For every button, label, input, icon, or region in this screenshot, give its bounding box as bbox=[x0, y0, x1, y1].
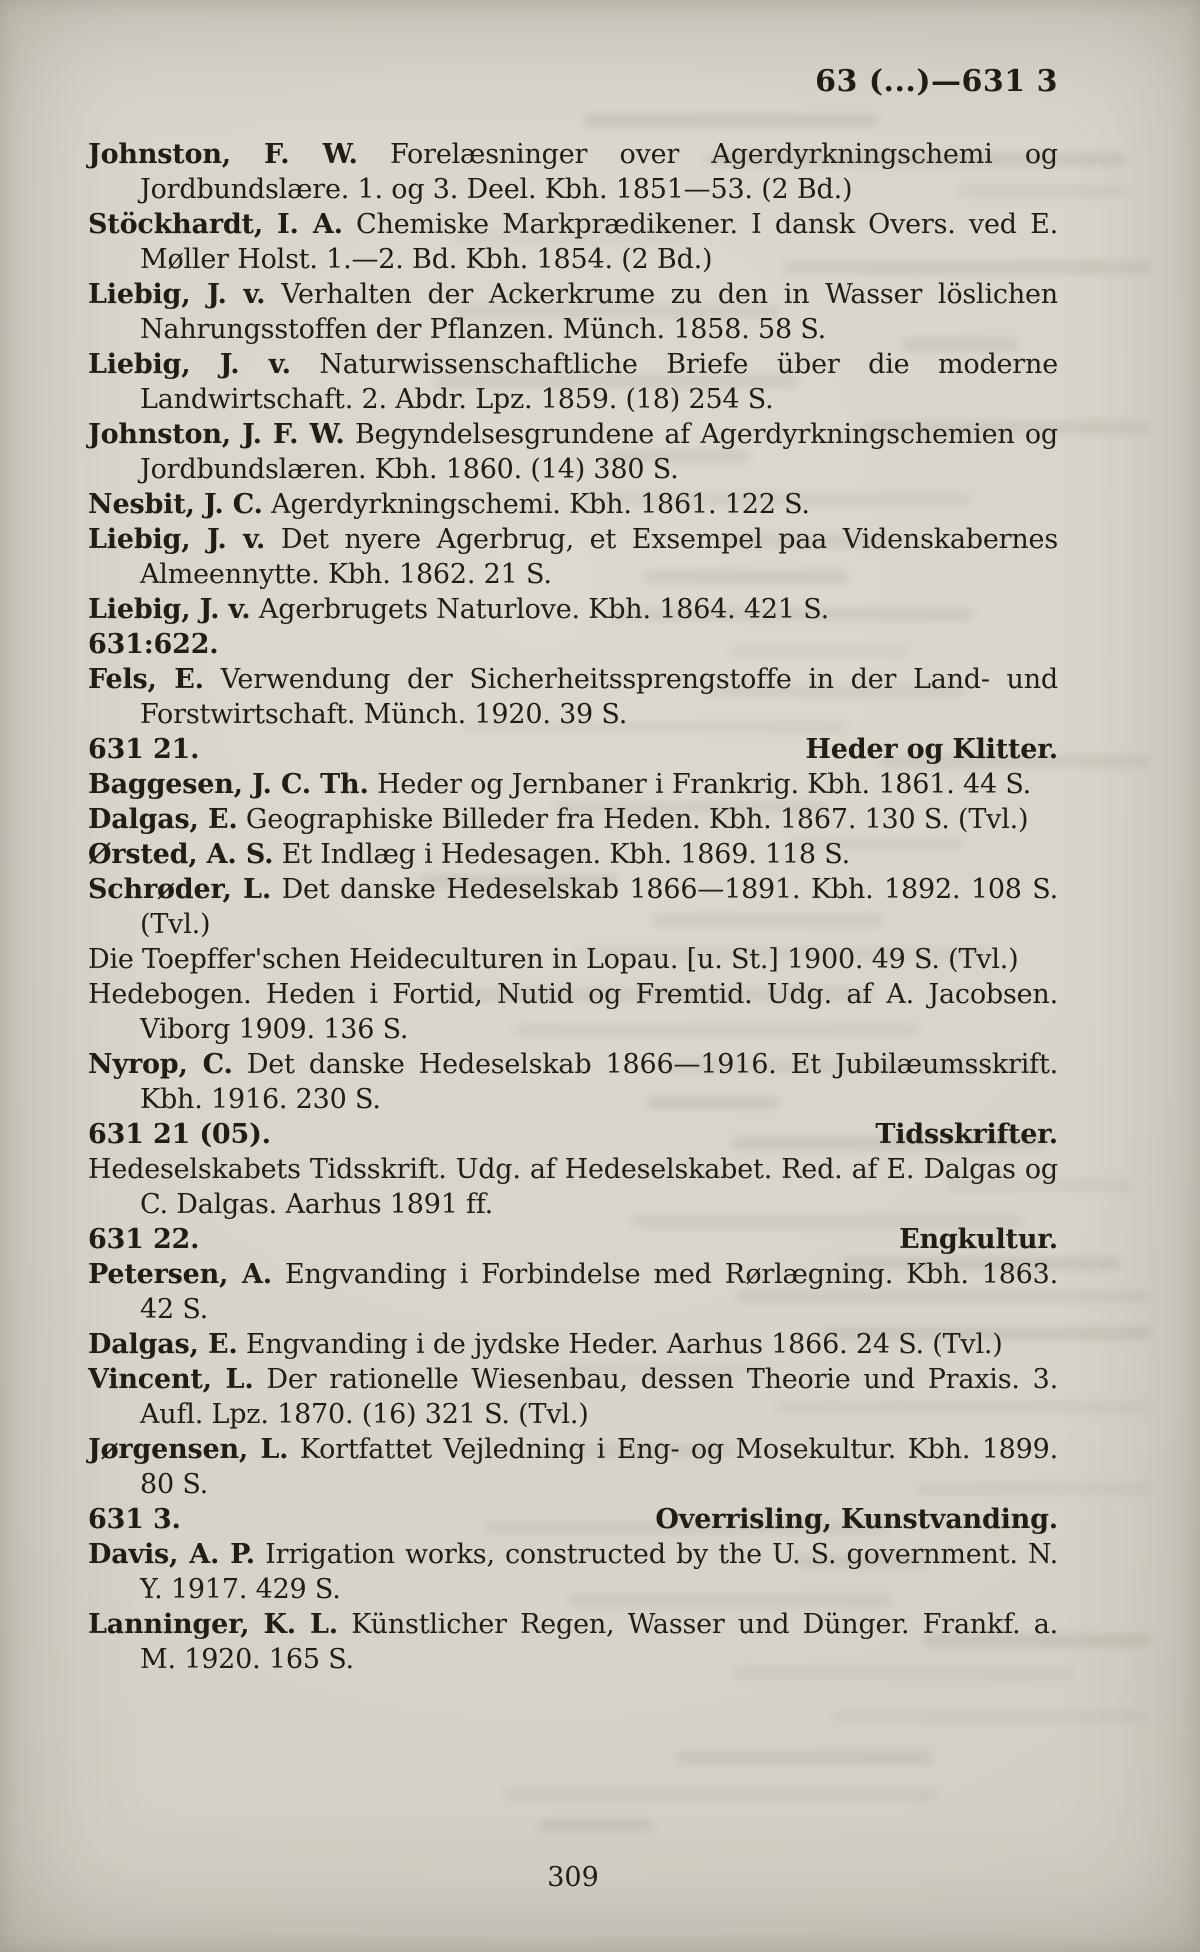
section-heading bbox=[88, 1117, 1058, 1152]
entry-author: Jørgensen, L. bbox=[88, 1434, 289, 1465]
bibliography-entry bbox=[88, 802, 1058, 837]
running-header: 63 (...)—631 3 bbox=[815, 64, 1058, 99]
section-heading bbox=[88, 732, 1058, 767]
entry-text: Naturwissenschaftliche Briefe über die moderne Landwirtschaft. 2. Abdr. Lpz. 1859. (18) 254 S. bbox=[140, 349, 1058, 415]
entry-text: Det nyere Agerbrug, et Exsempel paa Videnskabernes Almeennytte. Kbh. 1862. 21 S. bbox=[140, 524, 1058, 590]
entry-author: Dalgas, E. bbox=[88, 804, 238, 835]
bibliography-entry bbox=[88, 522, 1058, 592]
bibliography-entry bbox=[88, 872, 1058, 942]
section-title: Overrisling, Kunstvanding. bbox=[655, 1504, 1058, 1535]
section-heading bbox=[88, 1502, 1058, 1537]
section-heading bbox=[88, 1222, 1058, 1257]
entry-author: Liebig, J. v. bbox=[88, 279, 266, 310]
entry-author: Lanninger, K. L. bbox=[88, 1609, 338, 1640]
entry-author: Dalgas, E. bbox=[88, 1329, 238, 1360]
entry-author: Petersen, A. bbox=[88, 1259, 273, 1290]
bibliography-entry bbox=[88, 942, 1058, 977]
entry-author: Nyrop, C. bbox=[88, 1049, 233, 1080]
entry-text: Chemiske Markprædikener. I dansk Overs. ved E. Møller Holst. 1.—2. Bd. Kbh. 1854. (2 Bd.) bbox=[140, 209, 1058, 275]
entry-text: Die Toepffer'schen Heideculturen in Lopau. [u. St.] 1900. 49 S. (Tvl.) bbox=[88, 944, 1019, 975]
entry-text: Det danske Hedeselskab 1866—1891. Kbh. 1892. 108 S. (Tvl.) bbox=[140, 874, 1059, 940]
section-heading bbox=[88, 627, 1058, 662]
bibliography-entry bbox=[88, 1432, 1058, 1502]
bibliography-entry bbox=[88, 1607, 1058, 1677]
entry-text: Hedeselskabets Tidsskrift. Udg. af Hedeselskabet. Red. af E. Dalgas og C. Dalgas. Aarhus 1891 ff. bbox=[88, 1154, 1058, 1220]
section-title: Engkultur. bbox=[899, 1224, 1058, 1255]
entry-text: Engvanding i Forbindelse med Rørlægning. Kbh. 1863. 42 S. bbox=[140, 1259, 1059, 1325]
bleedthrough-smudge bbox=[677, 1751, 932, 1764]
entry-text: Irrigation works, constructed by the U. S. government. N. Y. 1917. 429 S. bbox=[140, 1539, 1059, 1605]
bleedthrough-smudge bbox=[505, 1788, 937, 1801]
entry-text: Et Indlæg i Hedesagen. Kbh. 1869. 118 S. bbox=[281, 839, 851, 870]
page-content bbox=[88, 64, 1058, 1677]
entry-text: Der rationelle Wiesenbau, dessen Theorie und Praxis. 3. Aufl. Lpz. 1870. (16) 321 S. (Tvl.) bbox=[140, 1364, 1058, 1430]
entry-text: Kortfattet Vejledning i Eng- og Mosekultur. Kbh. 1899. 80 S. bbox=[140, 1434, 1058, 1500]
page-number: 309 bbox=[547, 1862, 599, 1893]
bibliography-entry bbox=[88, 662, 1058, 732]
entry-author: Stöckhardt, I. A. bbox=[88, 209, 343, 240]
bibliography-entry bbox=[88, 592, 1058, 627]
entry-author: Nesbit, J. C. bbox=[88, 489, 263, 520]
bleedthrough-smudge bbox=[834, 1710, 1147, 1723]
entry-text: Begyndelsesgrundene af Agerdyrkningschemien og Jordbundslæren. Kbh. 1860. (14) 380 S. bbox=[140, 419, 1058, 485]
entry-author: Liebig, J. v. bbox=[88, 524, 266, 555]
bibliography-entry bbox=[88, 837, 1058, 872]
section-number: 631 21. bbox=[88, 734, 200, 765]
entry-author: Liebig, J. v. bbox=[88, 594, 251, 625]
bibliography-entry bbox=[88, 207, 1058, 277]
bibliography-entry bbox=[88, 1362, 1058, 1432]
entry-text: Det danske Hedeselskab 1866—1916. Et Jubilæumsskrift. Kbh. 1916. 230 S. bbox=[140, 1049, 1058, 1115]
bibliography-entry bbox=[88, 1327, 1058, 1362]
entry-text: Forelæsninger over Agerdyrkningschemi og Jordbundslære. 1. og 3. Deel. Kbh. 1851—53. (2 Bd.) bbox=[140, 139, 1058, 205]
entry-text: Verwendung der Sicherheitssprengstoffe in der Land- und Forstwirtschaft. Münch. 1920. 39 S. bbox=[140, 664, 1058, 730]
bibliography-entry bbox=[88, 487, 1058, 522]
entry-author: Liebig, J. v. bbox=[88, 349, 291, 380]
section-number: 631 21 (05). bbox=[88, 1119, 271, 1150]
entry-text: Agerbrugets Naturlove. Kbh. 1864. 421 S. bbox=[258, 594, 829, 625]
bibliography-entry bbox=[88, 347, 1058, 417]
entry-text: Künstlicher Regen, Wasser und Dünger. Frankf. a. M. 1920. 165 S. bbox=[140, 1609, 1058, 1675]
entry-text: Geographiske Billeder fra Heden. Kbh. 1867. 130 S. (Tvl.) bbox=[245, 804, 1029, 835]
entry-text: Heder og Jernbaner i Frankrig. Kbh. 1861. 44 S. bbox=[377, 769, 1032, 800]
entry-author: Fels, E. bbox=[88, 664, 204, 695]
section-number: 631 22. bbox=[88, 1224, 200, 1255]
entry-author: Vincent, L. bbox=[88, 1364, 254, 1395]
entry-text: Engvanding i de jydske Heder. Aarhus 1866. 24 S. (Tvl.) bbox=[245, 1329, 1003, 1360]
section-title: Heder og Klitter. bbox=[805, 734, 1058, 765]
section-number: 631 3. bbox=[88, 1504, 181, 1535]
section-number: 631:622. bbox=[88, 629, 219, 660]
bibliography-entry bbox=[88, 137, 1058, 207]
bibliography-list bbox=[88, 137, 1058, 1677]
bibliography-entry bbox=[88, 277, 1058, 347]
entry-author: Baggesen, J. C. Th. bbox=[88, 769, 369, 800]
bleedthrough-smudge bbox=[538, 1819, 652, 1832]
bibliography-entry bbox=[88, 1257, 1058, 1327]
entry-author: Schrøder, L. bbox=[88, 874, 272, 905]
entry-author: Johnston, J. F. W. bbox=[88, 419, 345, 450]
entry-author: Ørsted, A. S. bbox=[88, 839, 274, 870]
entry-author: Davis, A. P. bbox=[88, 1539, 255, 1570]
bibliography-entry bbox=[88, 1047, 1058, 1117]
bibliography-entry bbox=[88, 417, 1058, 487]
bibliography-entry bbox=[88, 977, 1058, 1047]
section-title: Tidsskrifter. bbox=[875, 1119, 1058, 1150]
bibliography-entry bbox=[88, 1537, 1058, 1607]
entry-author: Johnston, F. W. bbox=[88, 139, 358, 170]
bibliography-entry bbox=[88, 767, 1058, 802]
entry-text: Verhalten der Ackerkrume zu den in Wasser löslichen Nahrungsstoffen der Pflanzen. Münch. 1858. 58 S. bbox=[140, 279, 1058, 345]
entry-text: Agerdyrkningschemi. Kbh. 1861. 122 S. bbox=[271, 489, 810, 520]
entry-text: Hedebogen. Heden i Fortid, Nutid og Fremtid. Udg. af A. Jacobsen. Viborg 1909. 136 S. bbox=[88, 979, 1058, 1045]
bibliography-entry bbox=[88, 1152, 1058, 1222]
